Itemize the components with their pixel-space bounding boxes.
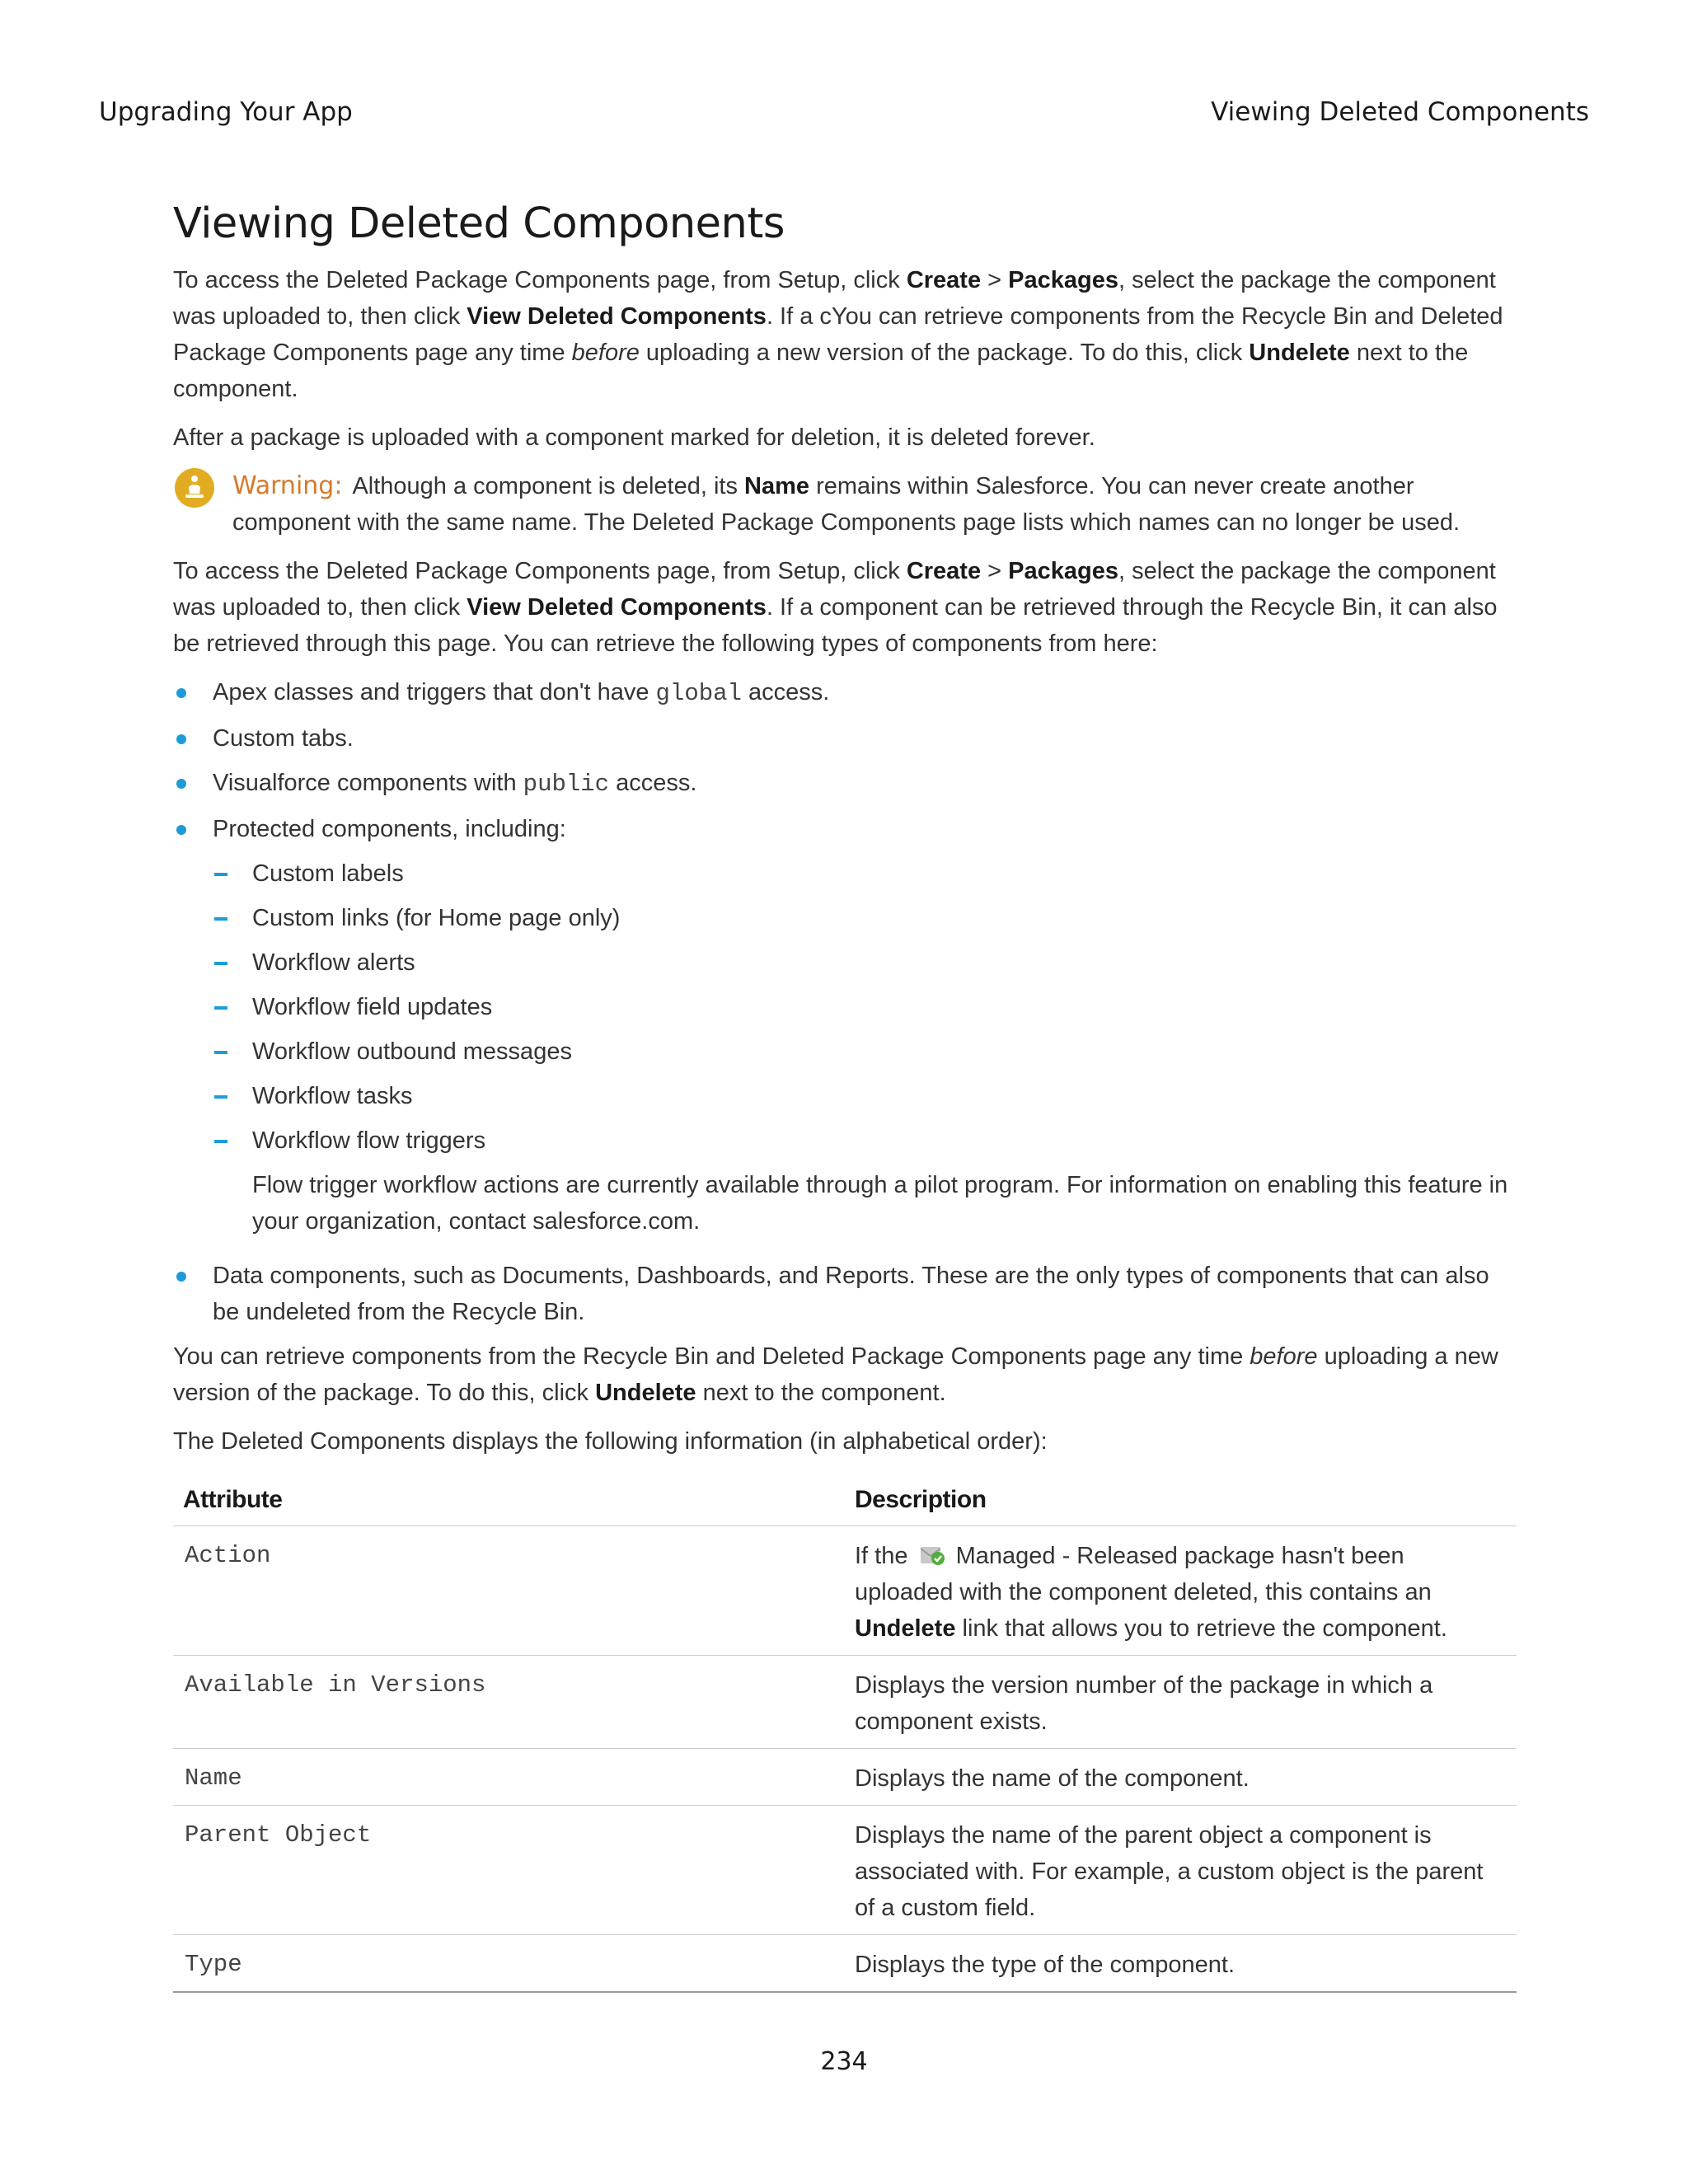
- bullet-dot: [176, 734, 186, 744]
- component-types-list: [173, 674, 1517, 1330]
- list-item: Protected components, including: Custom labels Custom links (for Home page only) Workflow alerts Workflow field updates Workflow outbound messages Workflow tasks Workflow flow triggers Flow trigger workflow actions are currently available through a pilot program. For information on enabling this feature in your organization, contact salesforce.com.: [173, 811, 1517, 1240]
- after-upload-paragraph: After a package is uploaded with a component marked for deletion, it is deleted forever.: [173, 424, 1095, 451]
- attribute-cell: Available in Versions: [173, 1656, 845, 1749]
- page-content: [173, 194, 1517, 1993]
- bullet-dash: [214, 962, 227, 965]
- table-intro: The Deleted Components displays the following information (in alphabetical order):: [173, 1428, 1048, 1455]
- warning-text: Warning: Although a component is deleted, its Name remains within Salesforce. You can never create another component with the same name. The Deleted Package Components page lists which names can no longer be used.: [232, 471, 1461, 536]
- bullet-dot: [176, 779, 186, 789]
- description-cell: Displays the name of the component.: [845, 1749, 1517, 1806]
- table-header-row: [173, 1479, 1517, 1526]
- table-row: [173, 1935, 1517, 1993]
- bullet-dash: [214, 873, 227, 876]
- sub-list-item: Workflow tasks: [213, 1078, 1517, 1114]
- list-item: Custom tabs.: [173, 720, 1517, 757]
- deleted-components-table: [173, 1479, 1517, 1993]
- attribute-cell: Name: [173, 1749, 845, 1806]
- managed-package-icon: [918, 1540, 946, 1568]
- bullet-dash: [214, 1006, 227, 1010]
- intro-paragraph: To access the Deleted Package Components page, from Setup, click Create > Packages, select the package the component was uploaded to, then click View Deleted Components. If a cYou can retrieve components from the Recycle Bin and Deleted Package Components page any time before uploading a new version of the package. To do this, click Undelete next to the component.: [173, 267, 1503, 402]
- view-deleted-components-text: View Deleted Components: [467, 303, 767, 330]
- bullet-dash: [214, 917, 227, 921]
- sub-list-item: Workflow outbound messages: [213, 1033, 1517, 1070]
- attribute-cell: Type: [173, 1935, 845, 1993]
- table-row: [173, 1656, 1517, 1749]
- description-cell: Displays the name of the parent object a component is associated with. For example, a custom object is the parent of a custom field.: [845, 1806, 1517, 1935]
- list-item: Apex classes and triggers that don't have global access.: [173, 674, 1517, 712]
- table-row: [173, 1749, 1517, 1806]
- page-title: Viewing Deleted Components: [173, 199, 785, 248]
- description-cell: If the Managed - Released package hasn't been uploaded with the component deleted, this contains an Undelete link that allows you to retrieve the component.: [845, 1526, 1517, 1656]
- page-number: 234: [820, 2047, 868, 2076]
- description-cell: Displays the version number of the package in which a component exists.: [845, 1656, 1517, 1749]
- sub-list-item: Custom labels: [213, 855, 1517, 892]
- column-header-attribute: Attribute: [173, 1479, 845, 1526]
- list-item: Visualforce components with public access.: [173, 765, 1517, 803]
- warning-icon: [175, 468, 214, 508]
- list-item: Data components, such as Documents, Dashboards, and Reports. These are the only types of components that can also be undeleted from the Recycle Bin.: [173, 1258, 1517, 1330]
- description-cell: Displays the type of the component.: [845, 1935, 1517, 1993]
- running-header: [99, 97, 1589, 134]
- running-header-left: Upgrading Your App: [99, 97, 353, 127]
- bullet-dot: [176, 825, 186, 835]
- access-paragraph: To access the Deleted Package Components page, from Setup, click Create > Packages, select the package the component was uploaded to, then click View Deleted Components. If a component can be retrieved through the Recycle Bin, it can also be retrieved through this page. You can retrieve the following types of components from here:: [173, 558, 1498, 657]
- bullet-dash: [214, 1095, 227, 1099]
- sub-list-item: Custom links (for Home page only): [213, 900, 1517, 936]
- sub-list-item: Workflow alerts: [213, 944, 1517, 981]
- warning-label: Warning:: [232, 471, 343, 500]
- undelete-text: Undelete: [1249, 340, 1350, 366]
- attribute-cell: Action: [173, 1526, 845, 1656]
- create-menu-text: Create: [906, 267, 982, 293]
- bullet-dash: [214, 1140, 227, 1143]
- running-header-right: Viewing Deleted Components: [1211, 97, 1589, 127]
- warning-note: [173, 468, 1517, 541]
- bullet-dot: [176, 688, 186, 698]
- flow-trigger-note: Flow trigger workflow actions are currently available through a pilot program. For information on enabling this feature in your organization, contact salesforce.com.: [252, 1172, 1508, 1235]
- sub-list-item: Workflow flow triggers: [213, 1122, 1517, 1159]
- packages-menu-text: Packages: [1008, 267, 1118, 293]
- table-row: [173, 1526, 1517, 1656]
- table-row: [173, 1806, 1517, 1935]
- protected-components-list: [213, 855, 1517, 1159]
- retrieve-paragraph: You can retrieve components from the Recycle Bin and Deleted Package Components page any time before uploading a new version of the package. To do this, click Undelete next to the component.: [173, 1343, 1498, 1406]
- bullet-dash: [214, 1051, 227, 1054]
- sub-list-item: Workflow field updates: [213, 989, 1517, 1025]
- column-header-description: Description: [845, 1479, 1517, 1526]
- bullet-dot: [176, 1272, 186, 1282]
- attribute-cell: Parent Object: [173, 1806, 845, 1935]
